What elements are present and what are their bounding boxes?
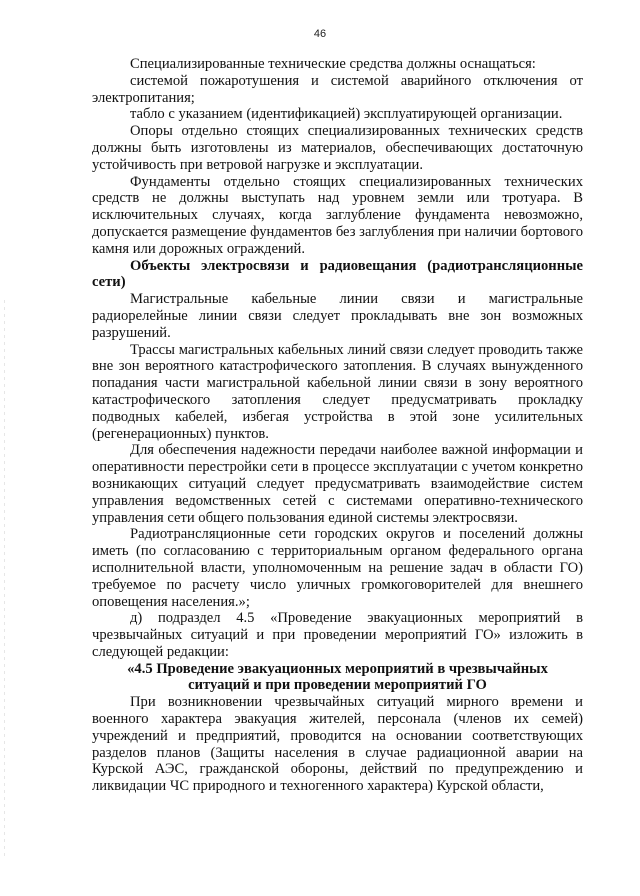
paragraph: д) подраздел 4.5 «Проведение эвакуационных мероприятий в чрезвычайных ситуаций и при проведении мероприятий ГО» изложить в следующей редакции:: [92, 610, 583, 660]
paragraph: Специализированные технические средства должны оснащаться:: [130, 56, 536, 72]
section-heading: Объекты электросвязи и радиовещания (радиотрансляционные сети): [92, 257, 583, 291]
paragraph: При возникновении чрезвычайных ситуаций мирного времени и военного характера эвакуация жителей, персонала (членов их семей) учреждений и предприятий, проводится на основании соответствующих разделов планов (Защиты населения в случае радиационной аварии на Курской АЭС, гражданской обороны, действий по предупреждению и ликвидации ЧС природного и техногенного характера) Курской области,: [92, 694, 583, 795]
paragraph: системой пожаротушения и системой аварийного отключения от электропитания;: [92, 72, 583, 106]
page-number: 46: [313, 28, 327, 40]
paragraph: Опоры отдельно стоящих специализированных технических средств должны быть изготовлены из материалов, обеспечивающих достаточную устойчивость при ветровой нагрузке и эксплуатации.: [92, 123, 583, 173]
document-body: [92, 56, 583, 795]
scan-margin-mark: [4, 300, 5, 860]
paragraph: Радиотрансляционные сети городских округов и поселений должны иметь (по согласованию с территориальным органом федерального органа исполнительной власти, уполномоченным на решение задач в области ГО) требуемое по расчету число уличных громкоговорителей для внешнего оповещения населения.»;: [92, 526, 583, 610]
paragraph: Магистральные кабельные линии связи и магистральные радиорелейные линии связи следует прокладывать вне зон возможных разрушений.: [92, 291, 583, 341]
paragraph: Трассы магистральных кабельных линий связи следует проводить также вне зон вероятного катастрофического затопления. В случаях вынужденного попадания части магистральной кабельной линии связи в зону вероятного катастрофического затопления следует предусматривать прокладку подводных кабелей, избегая устройства в этой зоне усилительных (регенерационных) пунктов.: [92, 341, 583, 442]
paragraph: Для обеспечения надежности передачи наиболее важной информации и оперативности перестройки сети в процессе эксплуатации с учетом конкретно возникающих ситуаций следует предусматривать взаимодействие систем управления ведомственных сетей с системами оперативно-технического управления сети общего пользования единой системы электросвязи.: [92, 442, 583, 526]
paragraph: Фундаменты отдельно стоящих специализированных технических средств не должны выступать над уровнем земли или тротуара. В исключительных случаях, когда заглубление фундамента невозможно, допускается размещение фундаментов без заглубления при наличии бортового камня или дорожных ограждений.: [92, 173, 583, 257]
subsection-heading: «4.5 Проведение эвакуационных мероприятий в чрезвычайных ситуаций и при проведении мероприятий ГО: [127, 660, 548, 694]
paragraph: табло с указанием (идентификацией) эксплуатирующей организации.: [130, 106, 563, 123]
